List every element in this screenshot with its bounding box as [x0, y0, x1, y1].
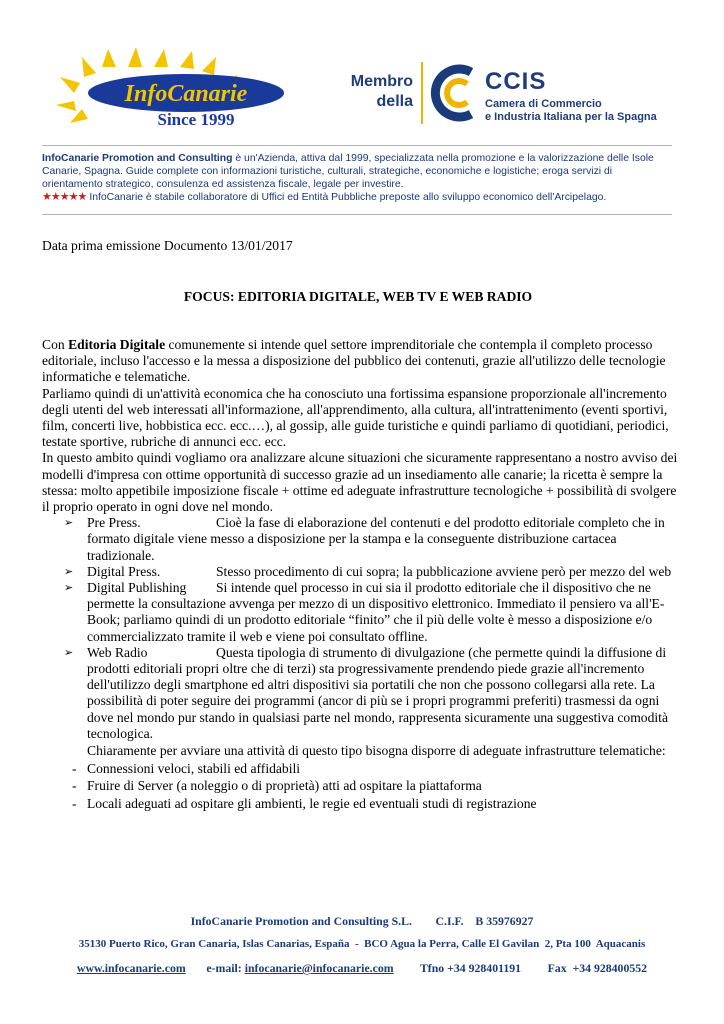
list-item: ➢ Digital Press. Stesso procedimento di cui sopra; la pubblicazione avviene però per mezzo del web	[64, 563, 672, 579]
paragraph: In questo ambito quindi vogliamo ora analizzare alcune situazioni che sicuramente rappresentano a nostro avviso dei modelli d'impresa con ottime opportunità di successo grazie ad un insediamento alle canarie; la ricetta è sempre la stessa: molto appetibile imposizione fiscale + ottime ed adeguate infrastrutture tecnologiche + possibilità di svolgere il proprio operato in ogni dove nel mondo.	[42, 450, 678, 515]
collaborator-line: ★★★★★ InfoCanarie è stabile collaboratore di Uffici ed Entità Pubbliche preposte allo sviluppo economico dell'Arcipelago.	[42, 191, 607, 203]
document-title: FOCUS: EDITORIA DIGITALE, WEB TV E WEB RADIO	[183, 289, 533, 304]
dash-list	[42, 760, 682, 813]
website-link[interactable]: www.infocanarie.com	[76, 961, 186, 975]
divider	[421, 62, 423, 124]
infocanarie-logo	[46, 47, 286, 131]
email-link[interactable]: infocanarie@infocanarie.com	[244, 961, 394, 975]
footer-company-line: InfoCanarie Promotion and Consulting S.L. C.I.F. B 35976927	[190, 914, 534, 928]
footer-address: 35130 Puerto Rico, Gran Canaria, Islas Canarias, España - BCO Agua la Perra, Calle El Gavilan 2, Pta 100 Aquacanis	[78, 938, 646, 950]
arrow-bullet-icon: ➢	[64, 582, 74, 595]
arrow-bullet-icon: ➢	[64, 646, 74, 659]
document-body	[42, 337, 682, 812]
ccis-logo-icon	[427, 62, 487, 124]
sun-icon	[46, 47, 286, 131]
paragraph: Chiaramente per avviare una attività di questo tipo bisogna disporre di adeguate infrastrutture telematiche:	[87, 743, 666, 759]
ccis-title: CCIS	[485, 68, 547, 95]
membro-label: Membro della	[350, 73, 413, 110]
intro-paragraph: InfoCanarie Promotion and Consulting è un'Azienda, attiva dal 1999, specializzata nella promozione e la valorizzazione delle Isole Canarie, Spagna. Guide complete con informazioni turistiche, culturali, strategiche, economiche e logistiche; eroga servizi di orientamento strategico, consulenza ed assistenza fiscale, legale per investire.	[42, 153, 654, 190]
bullet-list	[42, 515, 682, 742]
star-rating-icon: ★★★★★	[42, 191, 87, 203]
arrow-bullet-icon: ➢	[64, 565, 74, 578]
ccis-subtitle: Camera di Commercio e Industria Italiana per la Spagna	[485, 98, 657, 123]
phone: Tfno +34 928401191	[419, 961, 522, 975]
document-date: Data prima emissione Documento 13/01/2017	[42, 238, 293, 253]
list-item: - Locali adeguati ad ospitare gli ambienti, le regie ed eventuali studi di registrazione	[72, 795, 537, 811]
arrow-bullet-icon: ➢	[64, 517, 74, 530]
fax: Fax +34 928400552	[547, 961, 648, 975]
divider	[42, 145, 672, 146]
svg-text:Since 1999: Since 1999	[157, 110, 235, 129]
svg-text:InfoCanarie: InfoCanarie	[124, 81, 248, 107]
list-item: ➢ Web Radio Questa tipologia di strumento di divulgazione (che permette quindi la diffusione di prodotti editoriali propri oltre che di terzi) sta progressivamente prendendo piede grazie all'incremento dell'utilizzo degli smartphone ed altri dispositivi sia portatili che non che possono collegarsi alla rete. La possibilità di poter seguire dei programmi (ancor di più se i propri programmi preferiti) trasmessi da ogni dove nel mondo pur stando in qualsiasi parte nel mondo, rappresenta sicuramente una suggestiva comodità tecnologica.	[64, 644, 668, 741]
company-intro	[42, 152, 674, 204]
paragraph: Con Editoria Digitale comunemente si intende quel settore imprenditoriale che contempla il completo processo editoriale, incluso l'accesso e la messa a disposizione del pubblico dei contenuti, grazie all'utilizzo delle tecnologie informatiche e telematiche.	[42, 337, 666, 385]
footer-contacts: www.infocanarie.com e-mail: infocanarie@infocanarie.com Tfno +34 928401191 Fax +34 928400552	[76, 961, 648, 975]
divider	[42, 214, 672, 215]
list-item: - Fruire di Server (a noleggio o di proprietà) atti ad ospitare la piattaforma	[72, 778, 482, 794]
list-item: - Connessioni veloci, stabili ed affidabili	[72, 760, 301, 776]
paragraph: Parliamo quindi di un'attività economica che ha conosciuto una fortissima espansione proporzionale all'incremento degli utenti del web interessati all'informazione, all'apprendimento, alla cultura, all'intrattenimento (eventi sportivi, film, concerti live, hobbistica ecc. ecc.…), al gossip, alle guide turistiche e quindi parliamo di quotidiani, periodici, testate sportive, rubriche di annunci ecc. ecc.	[42, 385, 669, 450]
list-item: ➢ Digital Publishing Si intende quel processo in cui sia il prodotto editoriale che il dispositivo che ne permette la consultazione avvenga per mezzo di un dispositivo elettronico. Immediato il pensiero va all'E-Book; parliamo quindi di un prodotto editoriale “finito” che il più delle volte è messo a disposizione e/o commercializzato tramite il web e viene poi consultato offline.	[64, 580, 665, 644]
ccis-membership	[333, 62, 663, 130]
list-item: ➢ Pre Press. Cioè la fase di elaborazione del contenuti e del prodotto editoriale completo che in formato digitale viene messo a disposizione per la stampa e la conseguente distribuzione cartacea tradizionale.	[64, 515, 665, 563]
